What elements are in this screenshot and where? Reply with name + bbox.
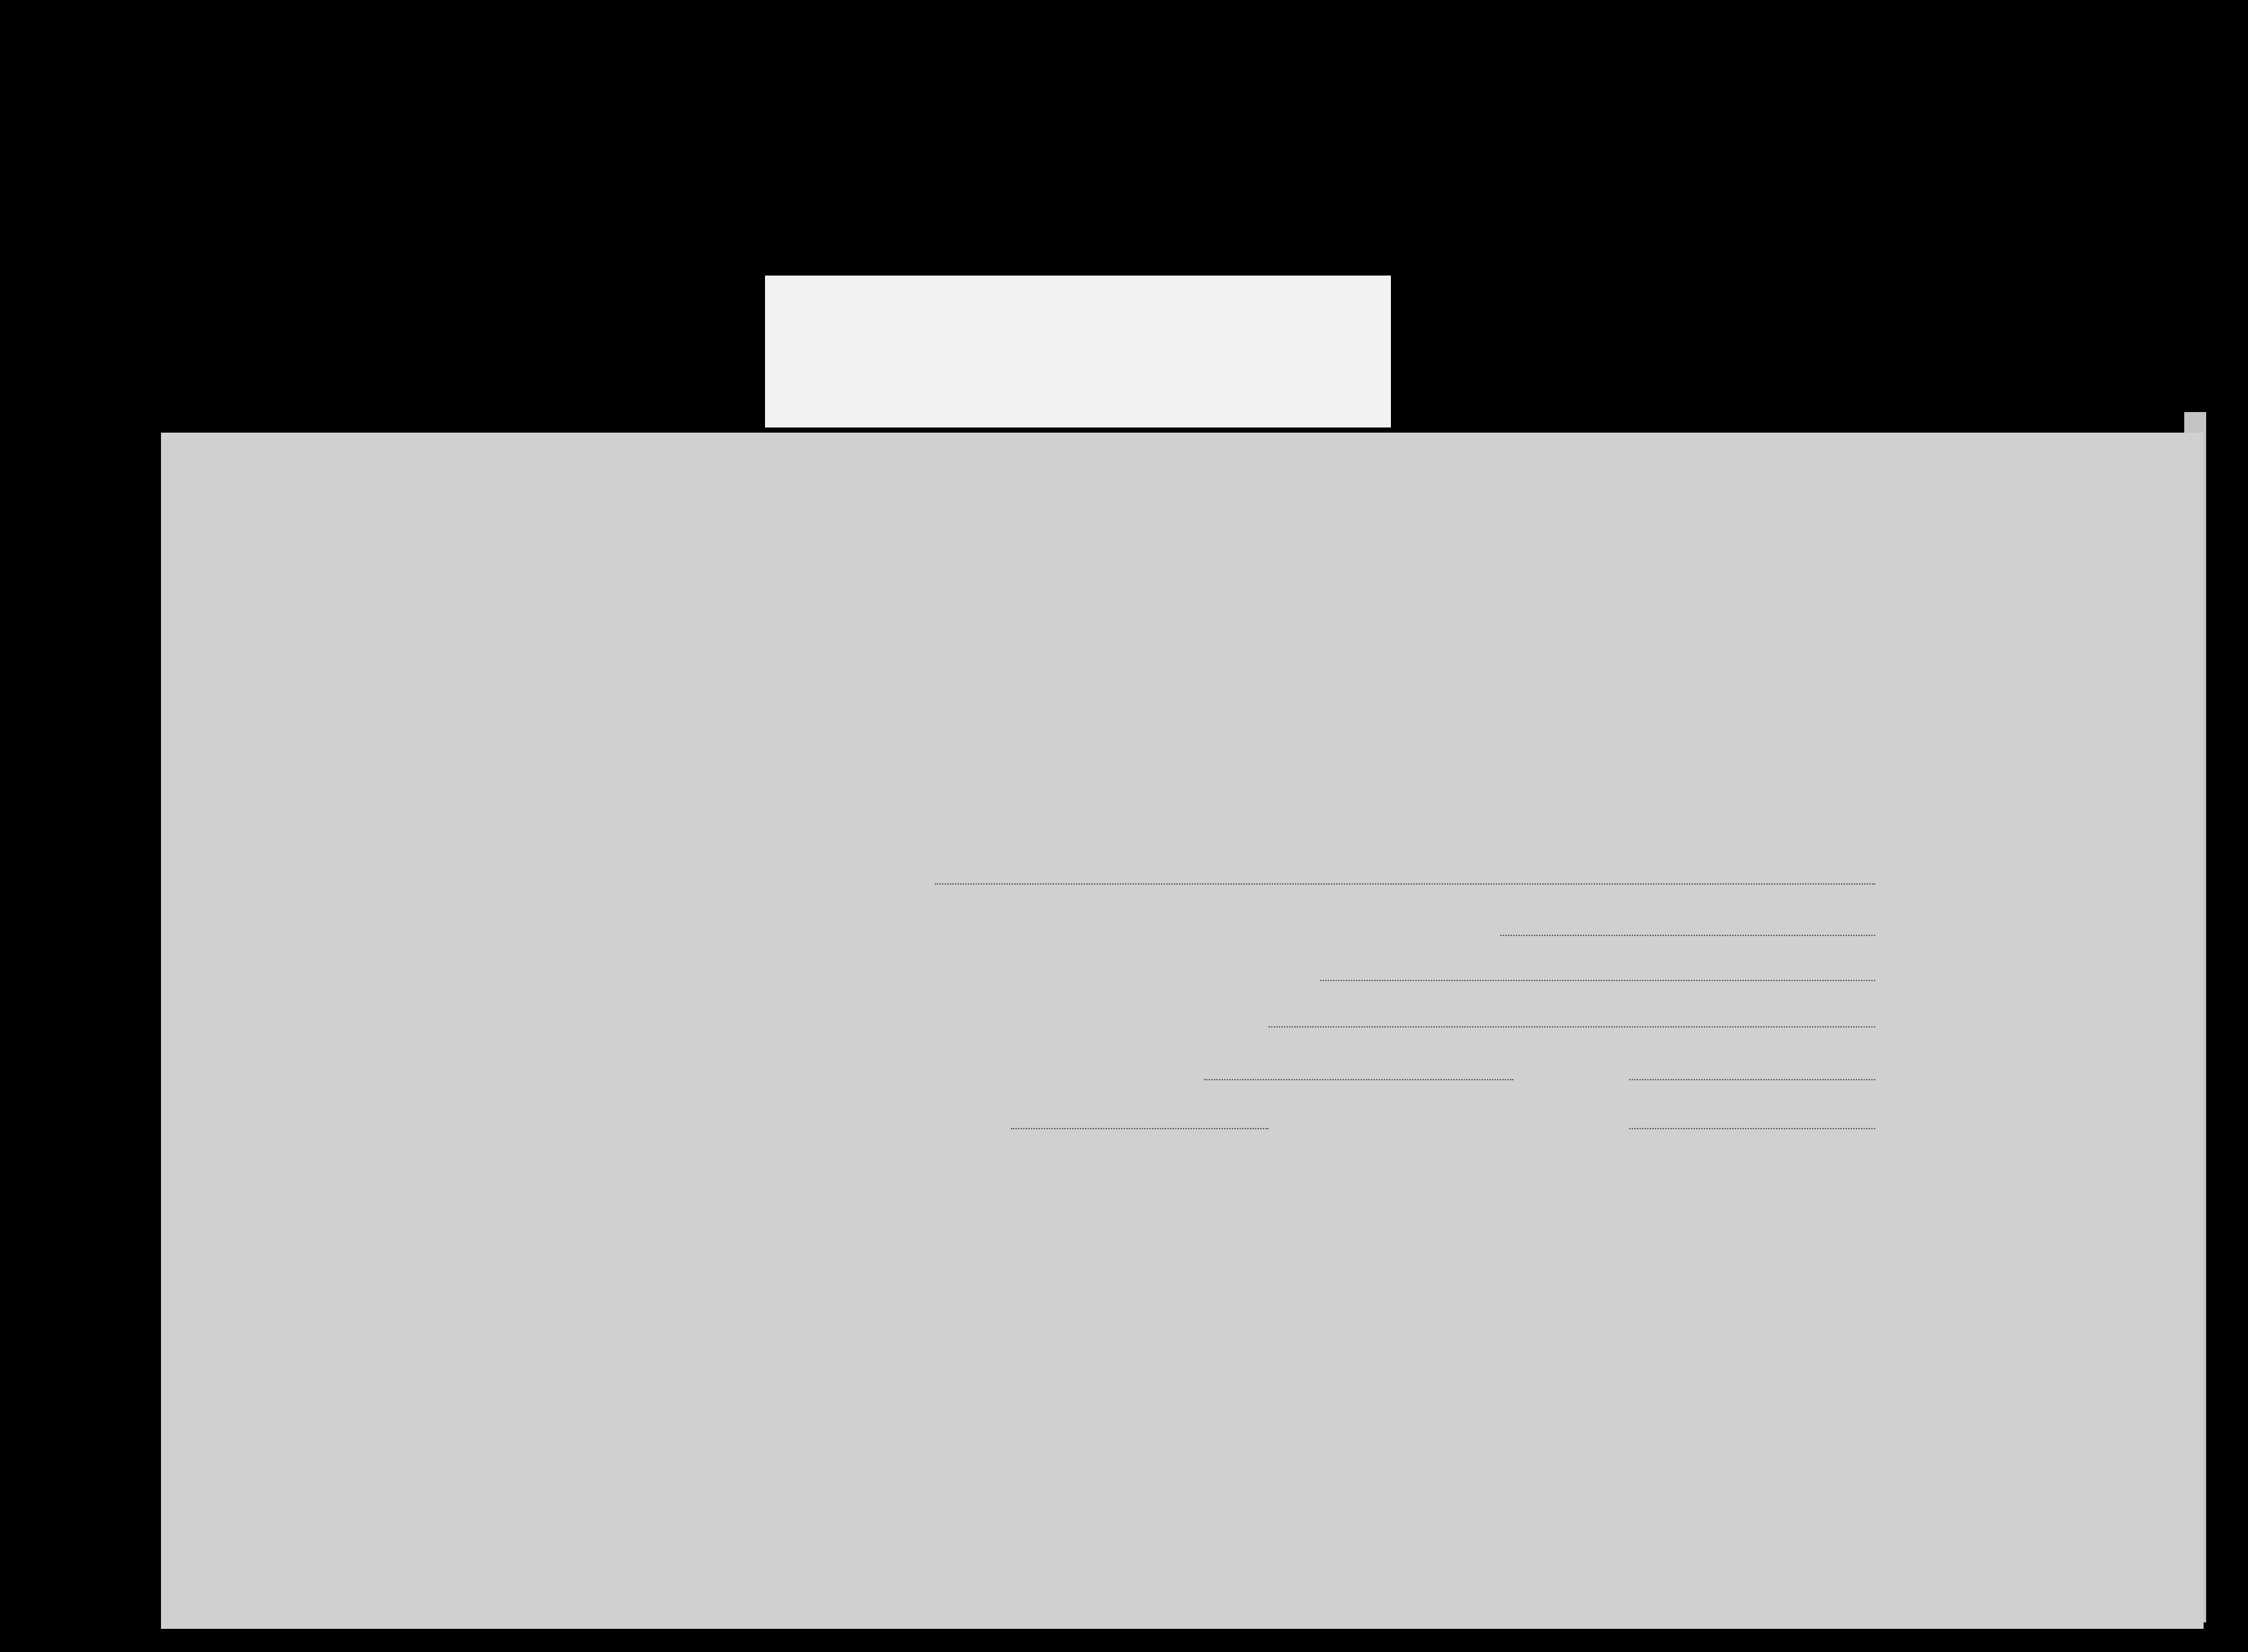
census-card	[161, 433, 2204, 1629]
nadel-zemel-label	[196, 1340, 235, 1463]
ne-nadel-zemel-label	[196, 1469, 235, 1591]
zhenshchiny-header	[1784, 896, 1809, 967]
workers-question	[396, 742, 441, 1089]
smeared-ink-notice	[765, 276, 1391, 427]
muzhchiny-header	[1784, 1012, 1809, 1083]
population-header	[1742, 755, 1780, 1122]
